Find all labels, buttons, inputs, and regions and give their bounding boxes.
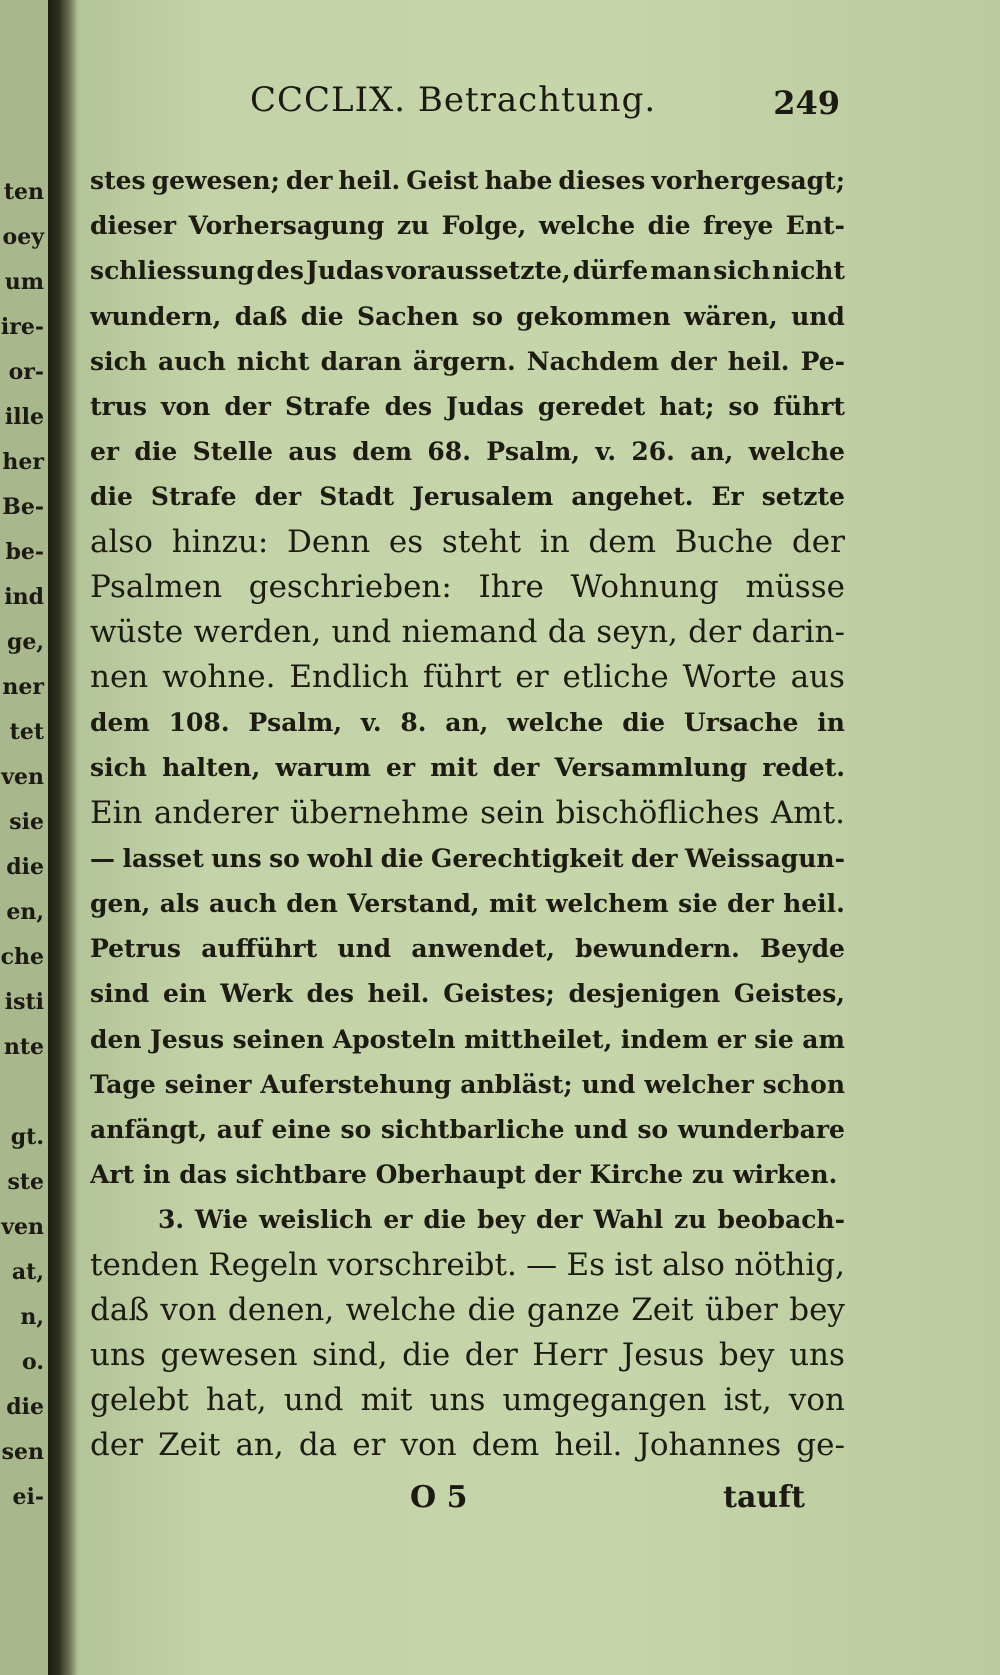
facing-page-fragment: en, — [6, 899, 44, 925]
text-line: wundern, daß die Sachen so gekommen wären, und — [90, 301, 845, 331]
book-gutter — [48, 0, 78, 1675]
text-line: stes gewesen; der heil. Geist habe dieses vorhergesagt; — [90, 166, 845, 195]
facing-page-fragment: ind — [4, 584, 44, 610]
text-line: er die Stelle aus dem 68. Psalm, v. 26. an, welche — [90, 437, 845, 467]
facing-page-fragment: ner — [2, 674, 44, 700]
facing-page-fragment: at, — [11, 1259, 44, 1285]
facing-page-fragment: be- — [5, 539, 44, 565]
text-line: den Jesus seinen Aposteln mittheilet, indem er sie am — [90, 1024, 845, 1054]
page-number: 249 — [773, 84, 840, 122]
facing-page-fragment: ei- — [12, 1484, 44, 1510]
facing-page-fragment: sie — [9, 809, 44, 835]
facing-page-fragment: sen — [1, 1439, 44, 1465]
text-line: gelebt hat, und mit uns umgegangen ist, von — [90, 1382, 845, 1419]
facing-page-fragments — [0, 170, 48, 1520]
text-line: wüste werden, und niemand da seyn, der darin- — [90, 613, 845, 650]
text-line: 3. Wie weislich er die bey der Wahl zu beobach- — [158, 1205, 845, 1235]
text-line: Ein anderer übernehme sein bischöfliches Amt. — [90, 794, 845, 831]
facing-page-fragment: um — [4, 269, 44, 295]
facing-page-fragment: nte — [3, 1034, 44, 1060]
page-footer — [90, 1480, 845, 1530]
body-text — [90, 158, 845, 1468]
text-line: anfängt, auf eine so sichtbarliche und so wunderbare — [90, 1114, 845, 1144]
text-line: — lasset uns so wohl die Gerechtigkeit der Weissagun- — [90, 843, 845, 873]
running-header — [250, 80, 840, 130]
catchword: tauft — [723, 1480, 805, 1515]
text-line: Psalmen geschrieben: Ihre Wohnung müsse — [90, 568, 845, 605]
facing-page-fragment: ire- — [0, 314, 44, 340]
facing-page-fragment: her — [2, 449, 44, 475]
facing-page-fragment: gt. — [10, 1124, 44, 1150]
text-line: nen wohne. Endlich führt er etliche Worte aus — [90, 659, 845, 696]
text-line: die Strafe der Stadt Jerusalem angehet. Er setzte — [90, 482, 845, 512]
facing-page-fragment: tet — [9, 719, 44, 745]
text-line: dieser Vorhersagung zu Folge, welche die freye Ent- — [90, 211, 845, 241]
text-line: sind ein Werk des heil. Geistes; desjenigen Geistes, — [90, 979, 845, 1009]
facing-page-fragment: ven — [1, 1214, 44, 1240]
facing-page-fragment: ven — [1, 764, 44, 790]
facing-page-fragment: die — [6, 854, 44, 880]
text-line: Petrus aufführt und anwendet, bewundern. Beyde — [90, 934, 845, 964]
facing-page-fragment: die — [6, 1394, 44, 1420]
facing-page-fragment: o. — [22, 1349, 44, 1375]
text-line: Art in das sichtbare Oberhaupt der Kirche zu wirken. — [90, 1160, 838, 1190]
text-line: schliessung des Judas voraussetzte, dürfe man sich nicht — [90, 256, 845, 286]
text-line: daß von denen, welche die ganze Zeit über bey — [90, 1291, 845, 1328]
facing-page-fragment: n, — [20, 1304, 44, 1330]
signature-mark: O 5 — [410, 1480, 468, 1515]
facing-page-fragment: ge, — [6, 629, 44, 655]
facing-page-fragment: oey — [2, 224, 44, 250]
text-line: also hinzu: Denn es steht in dem Buche der — [90, 523, 845, 560]
text-line: tenden Regeln vorschreibt. — Es ist also nöthig, — [90, 1246, 845, 1283]
facing-page-fragment — [0, 1070, 48, 1115]
text-line: dem 108. Psalm, v. 8. an, welche die Ursache in — [90, 708, 845, 738]
text-line: sich halten, warum er mit der Versammlung redet. — [90, 753, 845, 783]
text-line: der Zeit an, da er von dem heil. Johannes ge- — [90, 1427, 845, 1464]
text-line: uns gewesen sind, die der Herr Jesus bey uns — [90, 1336, 845, 1373]
facing-page-fragment: ille — [4, 404, 44, 430]
text-line: Tage seiner Auferstehung anbläst; und welcher schon — [90, 1069, 845, 1099]
facing-page-fragment: isti — [4, 989, 44, 1015]
text-line: trus von der Strafe des Judas geredet hat; so führt — [90, 391, 845, 421]
facing-page-fragment: Be- — [2, 494, 44, 520]
facing-page-fragment: che — [0, 944, 44, 970]
chapter-title: CCCLIX. Betrachtung. — [250, 80, 657, 120]
facing-page-fragment: or- — [8, 359, 44, 385]
text-line: sich auch nicht daran ärgern. Nachdem der heil. Pe- — [90, 346, 845, 376]
text-line: gen, als auch den Verstand, mit welchem sie der heil. — [90, 889, 845, 918]
facing-page-fragment: ste — [7, 1169, 44, 1195]
facing-page-fragment: ten — [3, 179, 44, 205]
